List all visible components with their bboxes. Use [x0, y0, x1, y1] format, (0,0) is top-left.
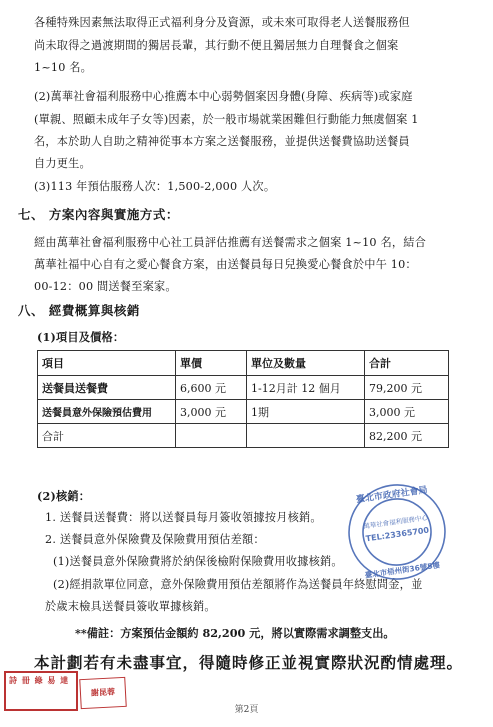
- body-line: (3)113 年預估服務人次：1,500-2,000 人次。: [34, 180, 276, 193]
- table-cell: 3,000 元: [176, 400, 247, 424]
- official-seal-stamp: [346, 482, 448, 582]
- budget-note: **備註：方案預估金額約 82,200 元，將以實際需求調整支出。: [75, 626, 395, 640]
- body-line: 自力更生。: [34, 157, 91, 170]
- seal-inner-text: 萬華社會福利服務中心: [362, 513, 429, 531]
- table-header-cell: 項目: [38, 351, 176, 376]
- body-line: 尚未取得之過渡期間的獨居長輩，其行動不便且獨居無力自理餐食之個案: [34, 39, 399, 52]
- section-7-line: 00-12：00 間送餐至案家。: [34, 280, 177, 293]
- table-cell: 82,200 元: [365, 424, 449, 448]
- closing-statement: 本計劃若有未盡事宜，得隨時修正並視實際狀況酌情處理。: [34, 653, 464, 672]
- reimburse-line: 於歲末檢具送餐員簽收單據核銷。: [45, 600, 216, 613]
- table-cell: [176, 424, 247, 448]
- seal-name-text: 謝昆蓉: [90, 686, 116, 698]
- section-7-title: 七、 方案內容與實施方式：: [18, 207, 179, 222]
- reimburse-subheading: (2)核銷：: [37, 489, 91, 503]
- table-cell: 6,600 元: [176, 376, 247, 400]
- table-cell: 3,000 元: [365, 400, 449, 424]
- table-row: [38, 424, 449, 448]
- table-cell: 79,200 元: [365, 376, 449, 400]
- budget-table: [37, 350, 449, 448]
- items-subheading: (1)項目及價格：: [37, 330, 125, 344]
- table-cell: 送餐員意外保險預估費用: [38, 400, 176, 424]
- stamp-text: 詩 冊 綠 易 達: [9, 675, 70, 685]
- table-header-cell: 單價: [176, 351, 247, 376]
- seal-outer-text: 臺北市政府社會局: [355, 485, 429, 506]
- table-header-cell: 單位及數量: [247, 351, 365, 376]
- table-cell: 送餐員送餐費: [38, 376, 176, 400]
- table-row: [38, 376, 449, 400]
- table-row: [38, 400, 449, 424]
- body-line: 1~10 名。: [34, 61, 93, 74]
- reimburse-line: (1)送餐員意外保險費將於納保後檢附保險費用收據核銷。: [53, 555, 343, 568]
- body-line: (單親、照顧未成年子女等)因素，於一般市場就業困難但行動能力無虞個案 1: [34, 113, 419, 126]
- table-cell: 合計: [38, 424, 176, 448]
- table-cell: 1期: [247, 400, 365, 424]
- page-number: 第2頁: [234, 705, 259, 715]
- reimburse-line: 2. 送餐員意外保險費及保險費用預估差額：: [45, 533, 265, 546]
- seal-tel-text: TEL:23365700: [365, 525, 430, 544]
- section-7-line: 萬華社福中心自有之愛心餐食方案，由送餐員每日兒換愛心餐食於中午 10：: [34, 258, 417, 271]
- table-header-cell: 合計: [365, 351, 449, 376]
- body-line: (2)萬華社會福利服務中心推薦本中心弱勢個案因身體(身障、疾病等)或家庭: [34, 90, 413, 103]
- reimburse-line: (2)經捐款單位同意，意外保險費用預估差額將作為送餐員年終慰問金，並: [53, 578, 423, 591]
- reimburse-line: 1. 送餐員送餐費：將以送餐員每月簽收領據按月核銷。: [45, 511, 322, 524]
- table-cell: 1-12月計 12 個月: [247, 376, 365, 400]
- table-header-row: [38, 351, 449, 376]
- table-cell: [247, 424, 365, 448]
- section-8-title: 八、 經費概算與核銷: [18, 303, 140, 318]
- seal-addr-text: 臺北市梧州街36號5樓: [364, 560, 441, 580]
- section-7-line: 經由萬華社會福利服務中心社工員評估推薦有送餐需求之個案 1~10 名，結合: [34, 236, 427, 249]
- body-line: 各種特殊因素無法取得正式福利身分及資源，或未來可取得老人送餐服務但: [34, 16, 410, 29]
- body-line: 名，本於助人自助之精神從事本方案之送餐服務，並提供送餐費協助送餐員: [34, 135, 410, 148]
